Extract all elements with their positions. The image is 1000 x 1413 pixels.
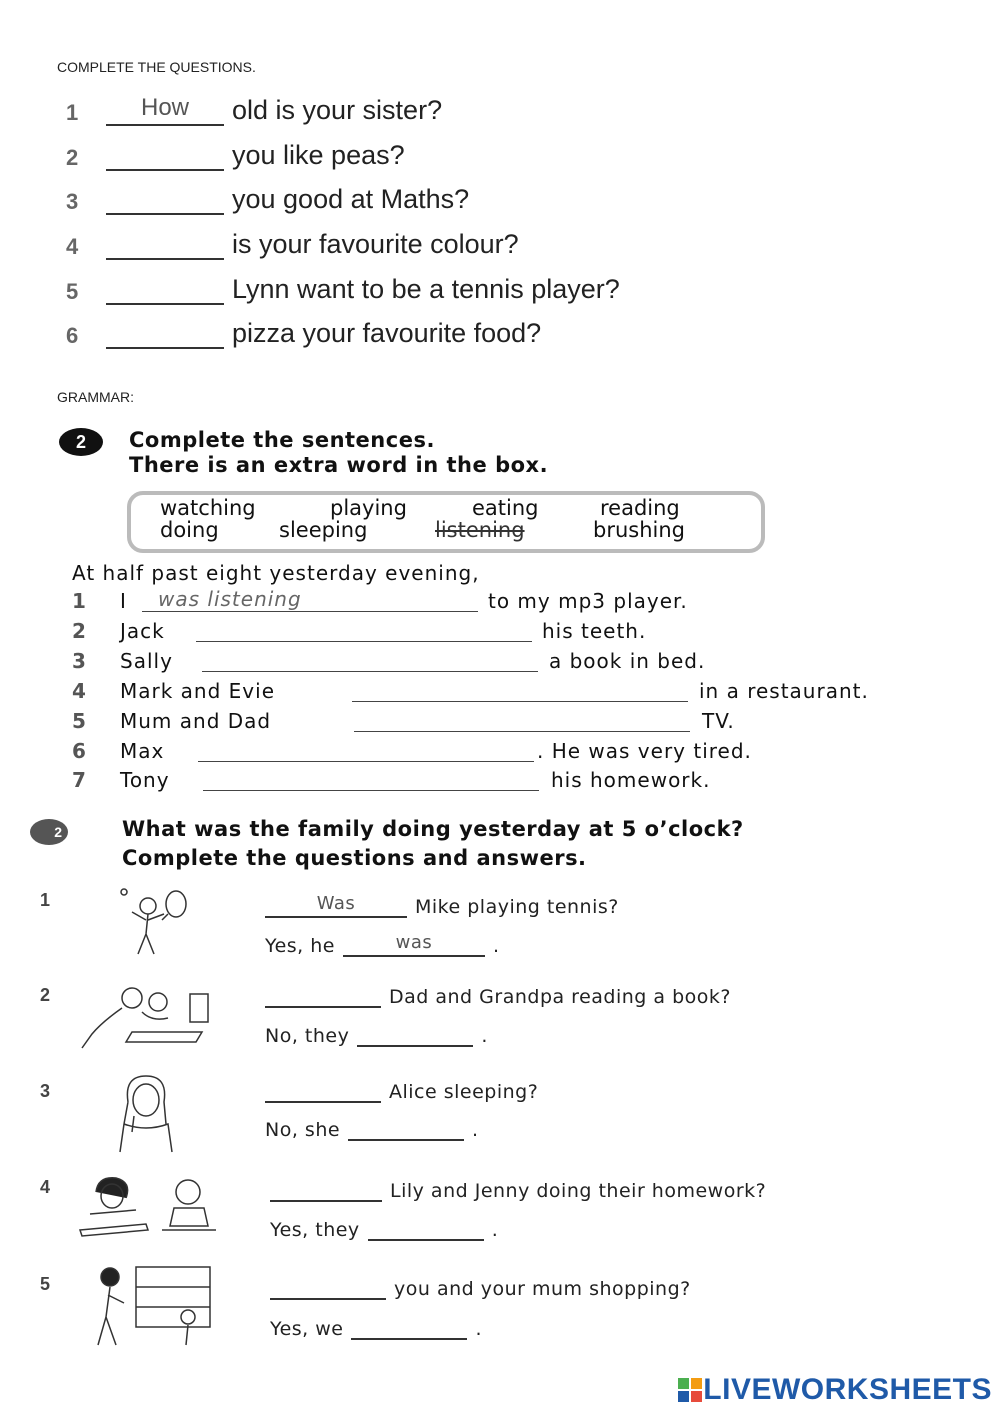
answer-blank[interactable] xyxy=(265,1079,381,1103)
answer-blank[interactable] xyxy=(357,1023,473,1047)
exercise-title: What was the family doing yesterday at 5 o’clock? xyxy=(122,817,744,841)
answer-blank[interactable] xyxy=(270,1178,382,1202)
word-box-item: doing xyxy=(160,518,219,542)
logo-mark-icon xyxy=(677,1377,703,1403)
question-text: you good at Maths? xyxy=(232,184,470,214)
answer-blank[interactable] xyxy=(202,649,538,672)
answer-blank[interactable] xyxy=(142,589,478,612)
question-text: Alice sleeping? xyxy=(389,1081,539,1103)
answer-blank[interactable] xyxy=(106,277,224,305)
sentence-end: his homework. xyxy=(551,768,711,792)
answer-blank[interactable] xyxy=(352,679,688,702)
answer-blank[interactable] xyxy=(203,768,539,791)
answer-text: Was xyxy=(316,893,356,914)
sentence-subject: Mum and Dad xyxy=(120,709,272,733)
question-number: 4 xyxy=(66,234,79,259)
sentence-subject: Tony xyxy=(120,768,170,792)
answer-blank[interactable] xyxy=(106,321,224,349)
question-text: pizza your favourite food? xyxy=(232,318,542,348)
answer-line xyxy=(265,1023,488,1047)
question-row xyxy=(66,315,541,349)
answer-line xyxy=(265,1117,479,1141)
answer-blank[interactable] xyxy=(106,143,224,171)
section-heading-grammar: GRAMMAR: xyxy=(57,389,134,405)
answer-end: . xyxy=(475,1318,483,1340)
answer-blank[interactable] xyxy=(354,709,690,732)
sentence-end: . He was very tired. xyxy=(537,739,752,763)
item-number: 2 xyxy=(40,985,51,1005)
question-line xyxy=(265,984,731,1008)
sentence-row xyxy=(72,589,952,617)
question-number: 3 xyxy=(66,189,79,214)
answer-blank[interactable] xyxy=(265,894,407,918)
answer-blank[interactable] xyxy=(196,619,532,642)
question-number: 5 xyxy=(66,279,79,304)
word-box-item: sleeping xyxy=(279,518,368,542)
answer-blank[interactable] xyxy=(270,1276,386,1300)
item-number: 4 xyxy=(40,1177,51,1197)
sentence-end: a book in bed. xyxy=(549,649,706,673)
question-line xyxy=(270,1276,691,1300)
answer-text: was listening xyxy=(158,587,302,611)
question-line xyxy=(270,1178,766,1202)
sentence-number: 3 xyxy=(72,649,87,673)
answer-blank[interactable] xyxy=(265,984,381,1008)
answer-prefix: No, she xyxy=(265,1119,341,1141)
answer-line xyxy=(270,1217,498,1241)
sentence-end: in a restaurant. xyxy=(699,679,869,703)
word-box-item: watching xyxy=(160,496,256,520)
answer-prefix: Yes, they xyxy=(270,1219,360,1241)
answer-line xyxy=(265,933,500,957)
exercise-number-badge: 2 xyxy=(30,819,68,845)
dad-grandpa-computer-illustration xyxy=(72,982,214,1054)
exercise-intro: At half past eight yesterday evening, xyxy=(72,561,480,585)
sentence-number: 5 xyxy=(72,709,87,733)
sentence-subject: Max xyxy=(120,739,165,763)
sentence-subject: Sally xyxy=(120,649,173,673)
sentence-number: 2 xyxy=(72,619,87,643)
word-box-item: brushing xyxy=(593,518,685,542)
question-text: is your favourite colour? xyxy=(232,229,519,259)
sentence-subject: Jack xyxy=(120,619,165,643)
answer-line xyxy=(270,1316,482,1340)
question-text: old is your sister? xyxy=(232,95,443,125)
question-row xyxy=(66,271,620,305)
answer-blank[interactable] xyxy=(348,1117,464,1141)
answer-blank[interactable] xyxy=(106,94,224,126)
sentence-number: 1 xyxy=(72,589,87,613)
question-text: you like peas? xyxy=(232,140,405,170)
question-line xyxy=(265,1079,538,1103)
answer-end: . xyxy=(481,1025,488,1047)
question-row xyxy=(66,226,519,260)
answer-end: . xyxy=(472,1119,479,1141)
liveworksheets-logo xyxy=(677,1373,992,1407)
question-row xyxy=(66,92,442,126)
question-row xyxy=(66,137,405,171)
question-text: Lynn want to be a tennis player? xyxy=(232,274,620,304)
tennis-boy-illustration xyxy=(110,886,200,960)
sentence-end: his teeth. xyxy=(542,619,647,643)
item-number: 5 xyxy=(40,1274,51,1294)
answer-blank[interactable] xyxy=(106,232,224,260)
answer-blank[interactable] xyxy=(368,1217,484,1241)
answer-blank[interactable] xyxy=(343,933,485,957)
question-text: Mike playing tennis? xyxy=(415,896,619,918)
question-row xyxy=(66,181,469,215)
sentence-end: TV. xyxy=(702,709,735,733)
exercise-subtitle: There is an extra word in the box. xyxy=(129,453,549,477)
sentence-row xyxy=(72,768,952,796)
question-number: 1 xyxy=(66,100,79,125)
question-number: 6 xyxy=(66,323,79,348)
lily-jenny-homework-illustration xyxy=(76,1174,222,1238)
answer-text: How xyxy=(140,94,189,121)
shopping-illustration xyxy=(80,1263,214,1347)
question-text: Dad and Grandpa reading a book? xyxy=(389,986,731,1008)
word-box-item: reading xyxy=(600,496,680,520)
sentence-row xyxy=(72,649,952,677)
word-box-item-crossed: listening xyxy=(435,518,525,542)
sentence-row xyxy=(72,679,952,707)
exercise-title: Complete the sentences. xyxy=(129,428,435,452)
question-text: you and your mum shopping? xyxy=(394,1278,691,1300)
answer-text: was xyxy=(395,932,433,953)
word-box-item: playing xyxy=(330,496,407,520)
question-line xyxy=(265,894,619,918)
question-number: 2 xyxy=(66,145,79,170)
alice-illustration xyxy=(110,1072,180,1154)
exercise-subtitle: Complete the questions and answers. xyxy=(122,846,587,870)
answer-prefix: Yes, he xyxy=(265,935,335,957)
sentence-number: 7 xyxy=(72,768,87,792)
answer-prefix: Yes, we xyxy=(270,1318,344,1340)
answer-blank[interactable] xyxy=(351,1316,467,1340)
answer-blank[interactable] xyxy=(198,739,534,762)
item-number: 1 xyxy=(40,890,51,910)
item-number: 3 xyxy=(40,1081,51,1101)
sentence-row xyxy=(72,739,952,767)
question-text: Lily and Jenny doing their homework? xyxy=(390,1180,767,1202)
logo-text: LIVEWORKSHEETS xyxy=(703,1373,992,1406)
sentence-row xyxy=(72,709,952,737)
word-box-item: eating xyxy=(472,496,539,520)
exercise-number-badge: 2 xyxy=(59,428,103,456)
sentence-end: to my mp3 player. xyxy=(488,589,688,613)
section-heading-complete-questions: COMPLETE THE QUESTIONS. xyxy=(57,59,256,75)
answer-end: . xyxy=(491,1219,499,1241)
sentence-subject: Mark and Evie xyxy=(120,679,275,703)
sentence-subject: I xyxy=(120,589,127,613)
answer-prefix: No, they xyxy=(265,1025,350,1047)
answer-blank[interactable] xyxy=(106,187,224,215)
answer-end: . xyxy=(492,935,500,957)
sentence-row xyxy=(72,619,952,647)
sentence-number: 6 xyxy=(72,739,87,763)
sentence-number: 4 xyxy=(72,679,87,703)
